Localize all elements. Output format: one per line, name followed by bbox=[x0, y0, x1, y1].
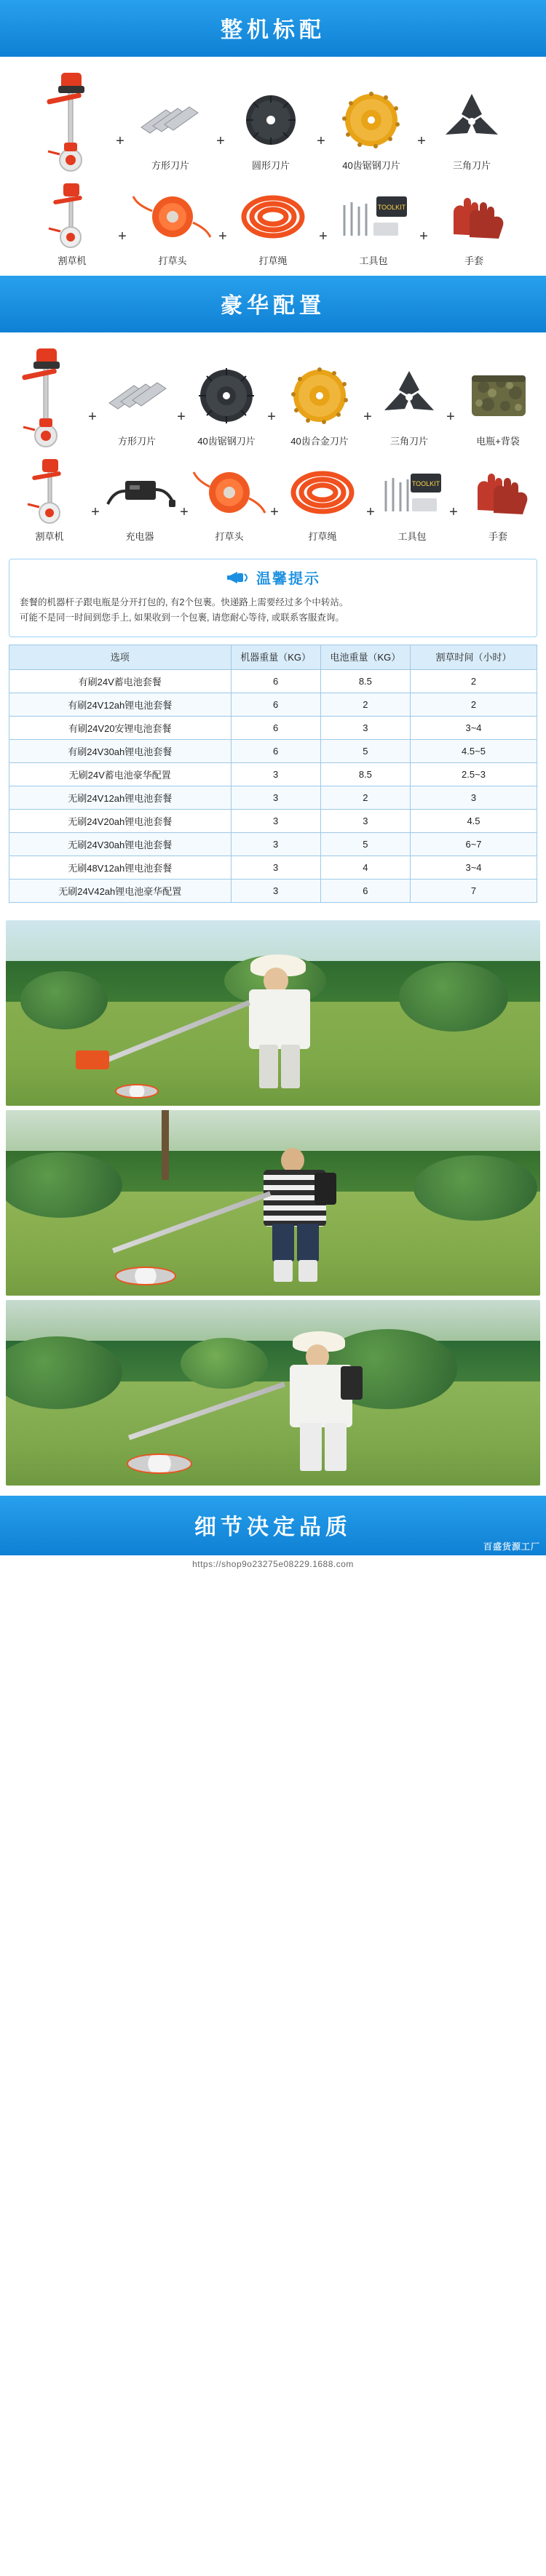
cell-machine-weight: 3 bbox=[231, 810, 320, 833]
photo-cutting-head bbox=[115, 1084, 159, 1098]
section-title-standard: 整机标配 bbox=[221, 18, 325, 42]
watermark-text: 百盛货源工厂 bbox=[483, 1542, 540, 1552]
part-label: 打草头 bbox=[158, 255, 187, 266]
cell-machine-weight: 6 bbox=[231, 740, 320, 763]
svg-text:TOOLKIT: TOOLKIT bbox=[411, 480, 440, 487]
saw-blade-40t-icon bbox=[189, 361, 264, 431]
grass-trimmer-icon bbox=[12, 456, 87, 526]
trimmer-line-icon bbox=[282, 456, 363, 526]
section-title-quality: 细节决定品质 bbox=[194, 1515, 352, 1540]
cell-option: 无刷24V30ah锂电池套餐 bbox=[9, 833, 232, 856]
cell-runtime: 4.5~5 bbox=[411, 740, 537, 763]
toolkit-icon bbox=[379, 456, 446, 526]
photo-head bbox=[281, 1148, 304, 1173]
cell-runtime: 2.5~3 bbox=[411, 763, 537, 786]
toolkit-icon bbox=[331, 180, 416, 250]
svg-text:TOOLKIT: TOOLKIT bbox=[377, 204, 406, 211]
photo-leg bbox=[281, 1045, 300, 1088]
cell-battery-weight: 2 bbox=[320, 786, 410, 810]
cell-battery-weight: 2 bbox=[320, 693, 410, 717]
square-blade-icon bbox=[100, 361, 173, 431]
spec-table-body bbox=[9, 670, 537, 903]
photo-bush bbox=[181, 1338, 268, 1389]
plus-sign: + bbox=[363, 409, 372, 425]
part-triangle-blade bbox=[376, 361, 443, 452]
part-label: 40齿合金刀片 bbox=[290, 436, 349, 447]
photo-cutting-head bbox=[115, 1267, 176, 1285]
photo-leg bbox=[272, 1224, 294, 1261]
cell-option: 无刷24V42ah锂电池豪华配置 bbox=[9, 880, 232, 903]
part-trimmer-tall bbox=[32, 67, 112, 176]
part-trimmer-head bbox=[192, 456, 266, 547]
photo-leg bbox=[325, 1423, 347, 1471]
cell-runtime: 7 bbox=[411, 880, 537, 903]
section-header-quality bbox=[0, 1496, 546, 1555]
part-label: 三角刀片 bbox=[389, 436, 428, 447]
cell-runtime: 2 bbox=[411, 693, 537, 717]
photo-jacket bbox=[249, 989, 310, 1049]
plus-sign: + bbox=[216, 133, 225, 149]
standard-parts-row-2 bbox=[6, 178, 540, 273]
round-blade-icon bbox=[229, 85, 313, 155]
plus-sign: + bbox=[177, 409, 186, 425]
cell-battery-weight: 3 bbox=[320, 717, 410, 740]
part-label: 割草机 bbox=[58, 255, 87, 266]
trimmer-head-icon bbox=[130, 180, 215, 250]
th-runtime: 割草时间（小时） bbox=[411, 645, 537, 670]
table-row bbox=[9, 693, 537, 717]
cell-battery-weight: 5 bbox=[320, 833, 410, 856]
part-trimmer-head bbox=[130, 180, 215, 271]
gloves-icon bbox=[462, 456, 534, 526]
part-label: 40齿锯钢刀片 bbox=[197, 436, 256, 447]
table-row bbox=[9, 740, 537, 763]
part-charger bbox=[103, 456, 176, 547]
plus-sign: + bbox=[449, 504, 458, 520]
cell-runtime: 3~4 bbox=[411, 717, 537, 740]
cell-battery-weight: 4 bbox=[320, 856, 410, 880]
cell-option: 有刷24V12ah锂电池套餐 bbox=[9, 693, 232, 717]
part-saw-blade-40t bbox=[189, 361, 264, 452]
table-row bbox=[9, 717, 537, 740]
grass-trimmer-icon bbox=[32, 67, 112, 176]
part-saw-blade-40t bbox=[329, 85, 414, 176]
part-label: 工具包 bbox=[359, 255, 388, 266]
table-row bbox=[9, 833, 537, 856]
part-label: 三角刀片 bbox=[452, 160, 491, 171]
part-label: 手套 bbox=[464, 255, 483, 266]
plus-sign: + bbox=[317, 133, 325, 149]
cell-runtime: 6~7 bbox=[411, 833, 537, 856]
photo-trimmer-motor bbox=[76, 1050, 109, 1069]
tips-line-1: 套餐的机器杆子跟电瓶是分开打包的, 有2个包裹。快递路上需要经过多个中转站。 bbox=[20, 597, 349, 607]
photo-bush bbox=[414, 1155, 537, 1221]
cell-machine-weight: 3 bbox=[231, 786, 320, 810]
plus-sign: + bbox=[419, 228, 428, 244]
tips-box bbox=[9, 559, 537, 637]
part-label: 工具包 bbox=[397, 531, 427, 542]
part-label: 圆形刀片 bbox=[251, 160, 290, 171]
battery-bag-icon bbox=[459, 361, 537, 431]
part-label: 40齿锯钢刀片 bbox=[342, 160, 400, 171]
part-gloves bbox=[432, 180, 516, 271]
tips-header bbox=[20, 567, 526, 588]
photo-backpack-battery bbox=[341, 1366, 363, 1400]
table-row bbox=[9, 810, 537, 833]
plus-sign: + bbox=[270, 504, 279, 520]
part-label: 打草绳 bbox=[308, 531, 337, 542]
trimmer-line-icon bbox=[231, 180, 315, 250]
table-row bbox=[9, 856, 537, 880]
part-label: 电瓶+背袋 bbox=[476, 436, 520, 447]
plus-sign: + bbox=[180, 504, 189, 520]
cell-option: 有刷24V30ah锂电池套餐 bbox=[9, 740, 232, 763]
part-gloves bbox=[462, 456, 534, 547]
plus-sign: + bbox=[116, 133, 124, 149]
photo-leg bbox=[297, 1224, 319, 1261]
photo-woman-trimming bbox=[6, 920, 540, 1106]
section-header-deluxe bbox=[0, 276, 546, 332]
part-label: 打草头 bbox=[215, 531, 244, 542]
cell-machine-weight: 6 bbox=[231, 717, 320, 740]
th-battery-weight: 电池重量（KG） bbox=[320, 645, 410, 670]
part-label: 充电器 bbox=[125, 531, 154, 542]
part-label: 方形刀片 bbox=[151, 160, 189, 171]
cell-battery-weight: 8.5 bbox=[320, 763, 410, 786]
grass-trimmer-icon bbox=[9, 343, 84, 452]
photo-person bbox=[268, 1331, 377, 1477]
tips-line-2: 可能不是同一时间到您手上, 如果收到一个包裹, 请您耐心等待, 或联系客服查询。 bbox=[20, 613, 344, 623]
part-round-blade bbox=[229, 85, 313, 176]
charger-icon bbox=[103, 456, 176, 526]
part-grass-trimmer bbox=[30, 180, 114, 271]
section-header-standard bbox=[0, 0, 546, 57]
plus-sign: + bbox=[267, 409, 276, 425]
triangle-blade-icon bbox=[376, 361, 443, 431]
part-label: 手套 bbox=[488, 531, 507, 542]
cell-machine-weight: 3 bbox=[231, 856, 320, 880]
table-row bbox=[9, 763, 537, 786]
spec-table bbox=[9, 645, 537, 904]
cell-option: 无刷24V蓄电池豪华配置 bbox=[9, 763, 232, 786]
part-battery-bag bbox=[459, 361, 537, 452]
part-grass-trimmer bbox=[12, 456, 87, 547]
square-blade-icon bbox=[128, 85, 213, 155]
cell-machine-weight: 6 bbox=[231, 693, 320, 717]
cell-option: 无刷48V12ah锂电池套餐 bbox=[9, 856, 232, 880]
cell-option: 有刷24V蓄电池套餐 bbox=[9, 670, 232, 693]
cell-option: 无刷24V12ah锂电池套餐 bbox=[9, 786, 232, 810]
part-toolkit bbox=[331, 180, 416, 271]
megaphone-icon bbox=[226, 569, 250, 586]
part-alloy-blade-40t bbox=[280, 361, 360, 452]
trimmer-head-icon bbox=[192, 456, 266, 526]
tips-title: 温馨提示 bbox=[256, 571, 320, 587]
plus-sign: + bbox=[218, 228, 227, 244]
spec-table-section bbox=[0, 639, 546, 915]
grass-trimmer-icon bbox=[30, 180, 114, 250]
photo-bush bbox=[399, 962, 508, 1032]
store-url[interactable]: https://shop9o23275e08229.1688.com bbox=[0, 1555, 546, 1574]
saw-blade-40t-icon bbox=[329, 85, 414, 155]
photo-sock bbox=[274, 1260, 293, 1282]
part-toolkit bbox=[379, 456, 446, 547]
cell-battery-weight: 6 bbox=[320, 880, 410, 903]
cell-runtime: 3~4 bbox=[411, 856, 537, 880]
table-row bbox=[9, 786, 537, 810]
plus-sign: + bbox=[319, 228, 328, 244]
cell-machine-weight: 3 bbox=[231, 763, 320, 786]
triangle-blade-icon bbox=[430, 85, 514, 155]
cell-machine-weight: 3 bbox=[231, 833, 320, 856]
cell-option: 有刷24V20安锂电池套餐 bbox=[9, 717, 232, 740]
photo-gallery bbox=[0, 914, 546, 1486]
plus-sign: + bbox=[88, 409, 97, 425]
part-trimmer-line bbox=[282, 456, 363, 547]
photo-backpack-battery bbox=[314, 1173, 336, 1205]
cell-option: 无刷24V20ah锂电池套餐 bbox=[9, 810, 232, 833]
cell-runtime: 2 bbox=[411, 670, 537, 693]
alloy-blade-40t-icon bbox=[280, 361, 360, 431]
photo-tree-trunk bbox=[162, 1110, 169, 1180]
deluxe-parts-row-2 bbox=[6, 453, 540, 549]
part-label: 割草机 bbox=[35, 531, 64, 542]
photo-woman-backpack-trimming bbox=[6, 1300, 540, 1486]
cell-battery-weight: 3 bbox=[320, 810, 410, 833]
deluxe-parts-block bbox=[0, 332, 546, 551]
table-row bbox=[9, 670, 537, 693]
gloves-icon bbox=[432, 180, 516, 250]
photo-sock bbox=[298, 1260, 317, 1282]
part-square-blade bbox=[100, 361, 173, 452]
deluxe-parts-row-1 bbox=[6, 340, 540, 453]
cell-machine-weight: 6 bbox=[231, 670, 320, 693]
part-triangle-blade bbox=[430, 85, 514, 176]
photo-person bbox=[239, 1144, 348, 1285]
photo-leg bbox=[300, 1423, 322, 1471]
cell-runtime: 4.5 bbox=[411, 810, 537, 833]
table-header-row bbox=[9, 645, 537, 670]
cell-battery-weight: 8.5 bbox=[320, 670, 410, 693]
part-label: 方形刀片 bbox=[117, 436, 156, 447]
part-trimmer-tall bbox=[9, 343, 84, 452]
table-row bbox=[9, 880, 537, 903]
spec-table-head bbox=[9, 645, 537, 670]
plus-sign: + bbox=[118, 228, 127, 244]
part-label: 打草绳 bbox=[258, 255, 288, 266]
standard-parts-row-1 bbox=[6, 64, 540, 178]
plus-sign: + bbox=[446, 409, 455, 425]
photo-man-trimming bbox=[6, 1110, 540, 1296]
photo-person bbox=[224, 954, 333, 1093]
tips-section bbox=[0, 551, 546, 639]
th-option: 选项 bbox=[9, 645, 232, 670]
cell-runtime: 3 bbox=[411, 786, 537, 810]
plus-sign: + bbox=[417, 133, 426, 149]
standard-parts-block bbox=[0, 57, 546, 276]
part-trimmer-line bbox=[231, 180, 315, 271]
photo-cutting-head bbox=[127, 1454, 192, 1474]
plus-sign: + bbox=[366, 504, 375, 520]
plus-sign: + bbox=[91, 504, 100, 520]
cell-machine-weight: 3 bbox=[231, 880, 320, 903]
section-title-deluxe: 豪华配置 bbox=[221, 294, 325, 318]
photo-leg bbox=[259, 1045, 278, 1088]
part-square-blade bbox=[128, 85, 213, 176]
cell-battery-weight: 5 bbox=[320, 740, 410, 763]
th-machine-weight: 机器重量（KG） bbox=[231, 645, 320, 670]
photo-bush bbox=[20, 971, 108, 1029]
